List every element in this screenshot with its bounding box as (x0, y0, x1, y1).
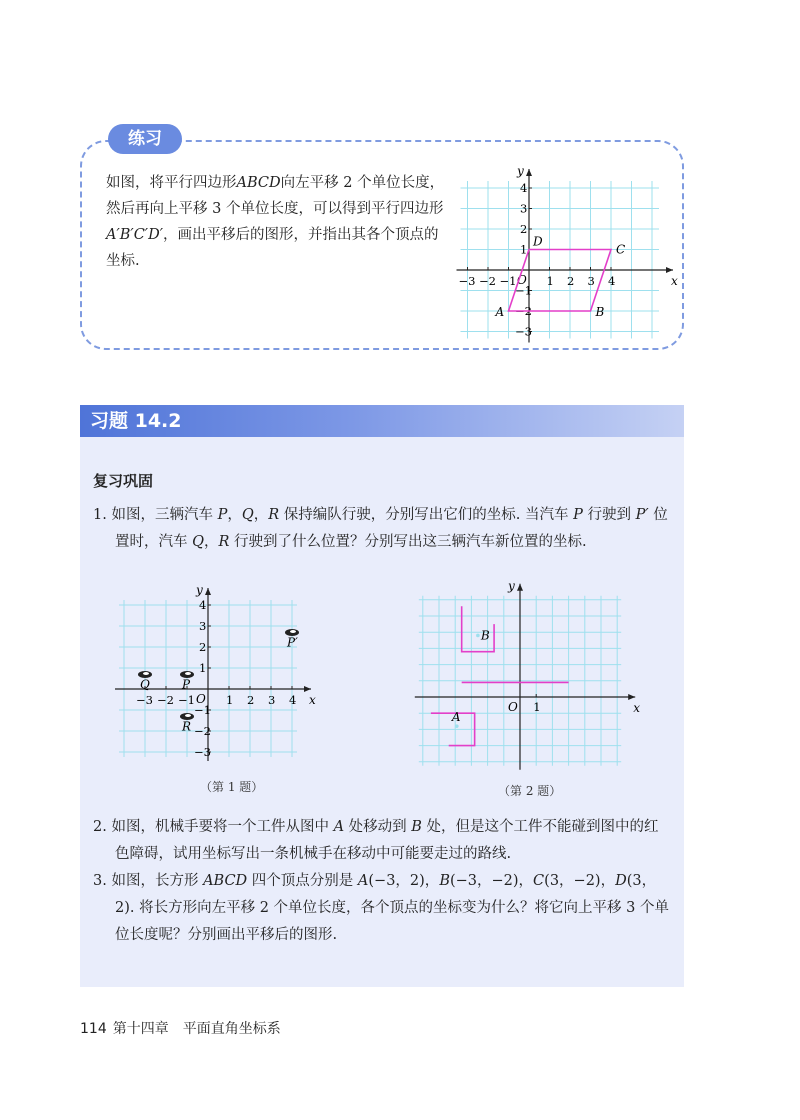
question-1 (93, 502, 673, 556)
q-text: ， (204, 534, 219, 550)
q-math: B (439, 873, 450, 889)
y-tick-label: −1 (515, 283, 532, 298)
q-math: P′ (635, 507, 649, 523)
x-tick-label: 2 (247, 693, 255, 707)
q-text: 保持编队行驶，分别写出它们的坐标. 当汽车 (279, 507, 574, 523)
x-tick-label: 1 (533, 700, 541, 714)
practice-text-math: ABCD (236, 175, 281, 191)
question-number: 2. (93, 819, 107, 835)
q-text: 如图，长方形 (111, 873, 204, 889)
y-tick-label: −2 (194, 724, 211, 738)
x-axis-label: x (671, 274, 678, 288)
q-text: 四个顶点分别是 (247, 873, 358, 889)
question-number: 3. (93, 873, 107, 889)
y-tick-label: 4 (520, 181, 528, 195)
y-axis-arrow (205, 588, 211, 595)
q-math: R (268, 507, 280, 523)
q-math: D (615, 873, 627, 889)
x-tick-label: 4 (289, 693, 297, 707)
vertex-label-c: C (616, 242, 626, 257)
q-math: B (411, 819, 422, 835)
x-tick-label: −3 (136, 693, 153, 707)
point-b-label: B (480, 628, 490, 643)
page-footer (80, 1018, 281, 1038)
q-text: ， (253, 507, 269, 523)
y-tick-label: 3 (520, 201, 528, 216)
x-tick-label: 1 (226, 693, 234, 707)
vertex-label-b: B (595, 305, 605, 319)
practice-graph (452, 150, 678, 345)
car-label: Q (140, 677, 150, 692)
x-tick-label: 3 (587, 274, 595, 288)
q-math: A (357, 873, 369, 889)
car-window (143, 672, 149, 675)
car-window (185, 714, 191, 717)
q-text: (−3，2)， (368, 873, 440, 889)
q-text: 如图，机械手要将一个工件从图中 (111, 819, 334, 835)
x-axis-label: x (633, 701, 640, 715)
car-label: P′ (287, 635, 298, 650)
exercise-title: 习题 14.2 (90, 410, 182, 432)
section-subheading: 复习巩固 (93, 472, 154, 490)
y-axis-arrow (517, 584, 523, 591)
q-math: Q (241, 507, 254, 523)
y-axis-label: y (517, 164, 524, 178)
q-math: C (533, 873, 545, 889)
origin-label: O (517, 273, 527, 287)
x-tick-label: 1 (546, 274, 554, 288)
x-axis-arrow (304, 686, 311, 692)
q-math: A (333, 819, 345, 835)
y-tick-label: 2 (199, 640, 207, 654)
car-window (290, 630, 296, 633)
x-tick-label: 4 (608, 274, 616, 288)
q-text: 如图，三辆汽车 (111, 507, 218, 523)
y-tick-label: −3 (194, 745, 211, 759)
q-math: P (217, 507, 228, 523)
q-text: 处移动到 (344, 819, 412, 835)
vertex-label-a: A (495, 305, 505, 319)
x-tick-label: 3 (268, 693, 276, 707)
page-number: 114 (80, 1021, 107, 1037)
q-text: 位置时，汽车 (115, 507, 668, 550)
x-tick-label: −3 (458, 274, 476, 288)
y-tick-label: 1 (520, 242, 528, 257)
q-text: ， (227, 507, 242, 523)
origin-label: O (508, 700, 518, 714)
car-window (185, 672, 191, 675)
x-tick-label: 2 (567, 274, 575, 288)
practice-text-part: 如图，将平行四边形 (106, 175, 237, 191)
y-tick-label: −3 (515, 324, 532, 339)
x-tick-label: −2 (157, 693, 174, 707)
y-tick-label: 4 (199, 598, 207, 612)
y-tick-label: −1 (194, 703, 211, 717)
practice-tab: 练习 (108, 124, 182, 154)
x-tick-label: −2 (479, 274, 496, 288)
car-label: P (182, 677, 191, 692)
y-tick-label: 3 (199, 619, 207, 633)
chapter-title: 第十四章 平面直角坐标系 (112, 1021, 281, 1037)
x-tick-label: −1 (178, 693, 195, 707)
question-3 (93, 868, 673, 949)
practice-text-math: A′B′C′D′ (106, 227, 164, 243)
q-math: ABCD (203, 873, 248, 889)
question-2 (93, 814, 673, 868)
point-b-dot (476, 634, 480, 638)
y-axis-label: y (508, 578, 515, 593)
q-text: 行驶到 (582, 507, 636, 523)
q-text: (3，2). 将长方形向左平移 2 个单位长度，各个顶点的坐标变为什么？将它向上平移 3 个单位长度呢？分别画出平移后的图形. (115, 873, 669, 943)
figure-2-graph (405, 570, 645, 775)
practice-text-part: ，画出平移后的图形，并指出其各个顶点的坐标. (106, 227, 439, 269)
q-text: 处，但是这个工件不能碰到图中的红色障碍，试用坐标写出一条机械手在移动中可能要走过的路线. (115, 819, 659, 862)
practice-text (106, 170, 451, 274)
y-axis-arrow (526, 169, 532, 176)
q-math: Q (192, 534, 204, 550)
y-tick-label: 1 (199, 661, 207, 675)
x-axis-arrow (666, 267, 673, 273)
x-axis-arrow (628, 694, 635, 700)
figure-1-caption: （第 1 题） (200, 780, 264, 794)
q-text: 行驶到了什么位置？分别写出这三辆汽车新位置的坐标. (229, 534, 587, 550)
figure-2-caption: （第 2 题） (498, 784, 562, 798)
y-tick-label: 2 (520, 222, 528, 236)
x-tick-label: −1 (499, 274, 517, 288)
point-a-dot (455, 724, 459, 728)
q-text: (3，−2)， (544, 873, 616, 889)
practice-text-part: 向左平移 2 个单位长度，然后再向上平移 3 个单位长度，可以得到平行四边形 (106, 175, 445, 217)
q-text: (−3，−2)， (449, 873, 534, 889)
q-math: P (573, 507, 583, 523)
point-a-label: A (451, 710, 461, 725)
origin-label: O (196, 692, 206, 706)
question-number: 1. (93, 507, 107, 523)
vertex-label-d: D (533, 234, 543, 249)
q-math: R (218, 534, 230, 550)
figure-1-graph (120, 578, 335, 768)
x-axis-label: x (309, 693, 316, 707)
y-tick-label: −2 (515, 304, 532, 318)
y-axis-label: y (196, 583, 203, 597)
car-label: R (182, 719, 192, 734)
